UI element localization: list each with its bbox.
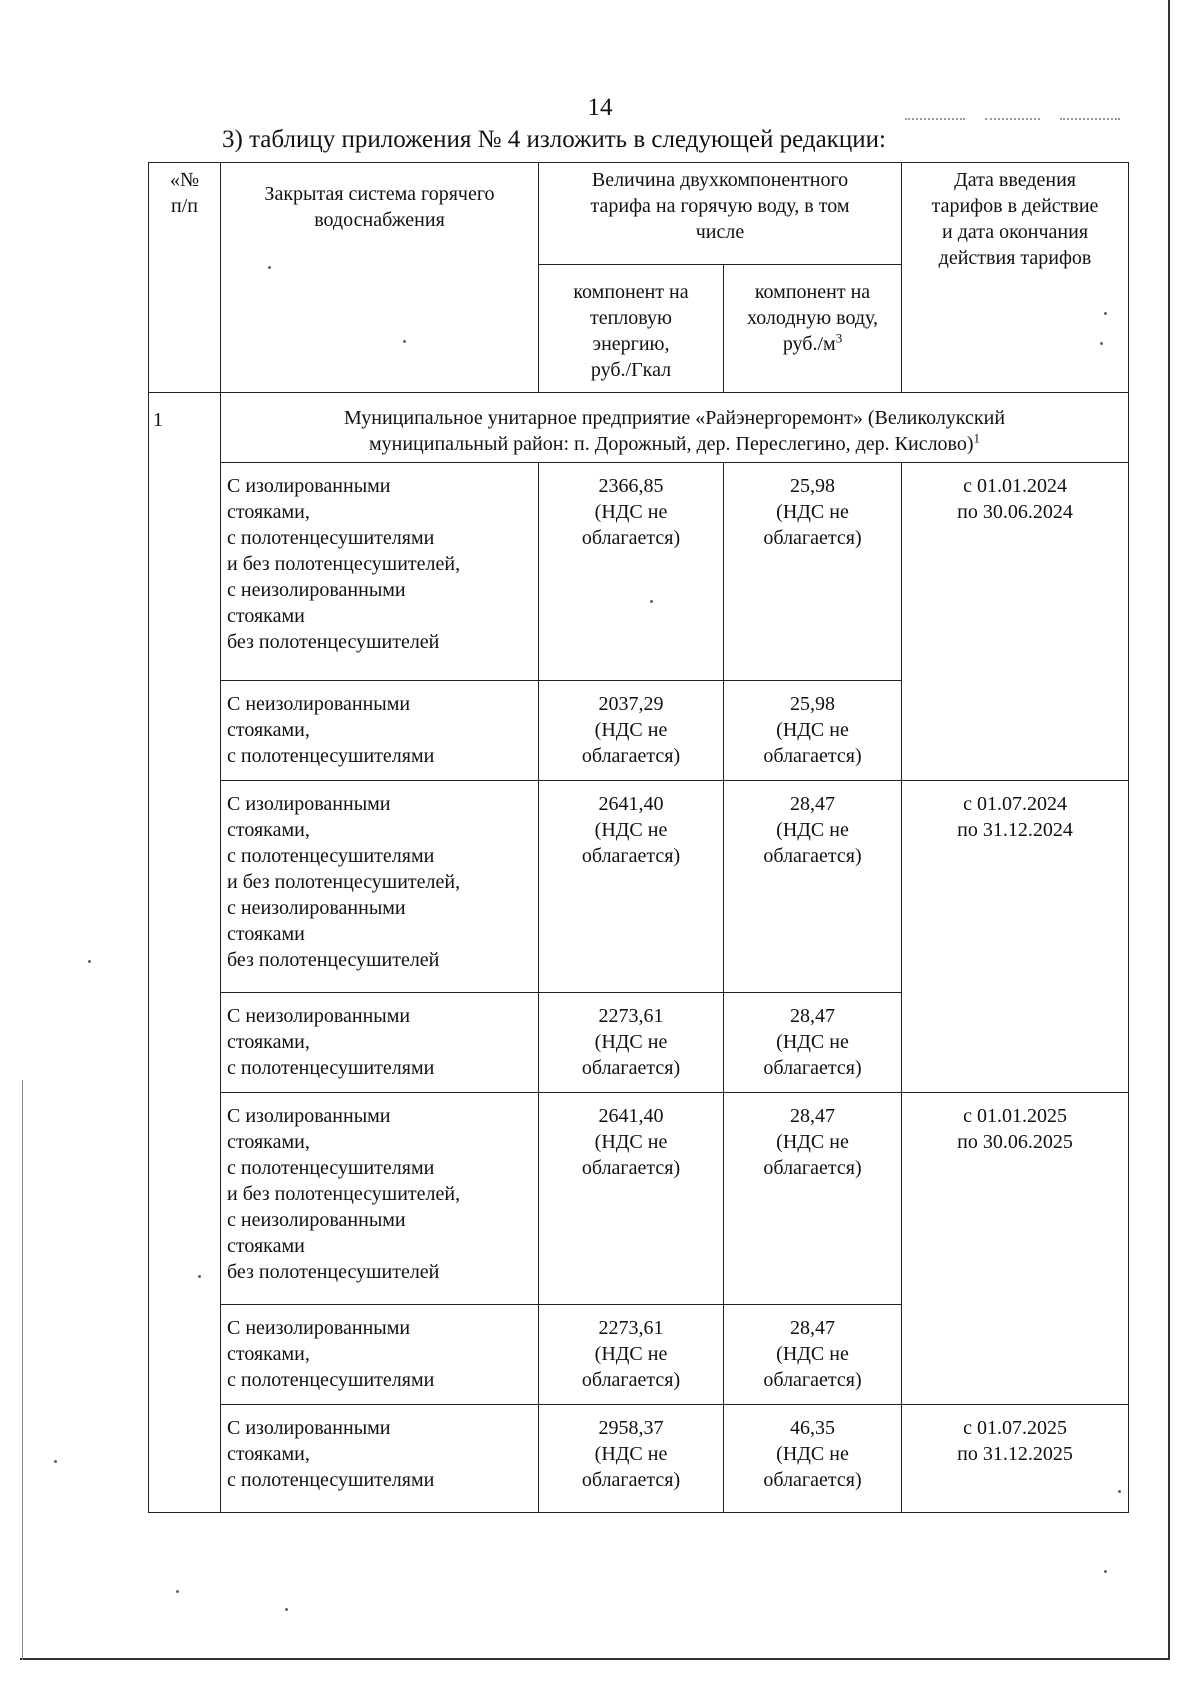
row-water-value: 46,35 (НДС не облагается) bbox=[724, 1405, 902, 1513]
scan-edge-bottom bbox=[20, 1658, 1170, 1660]
row-system-cell: С изолированными стояками, с полотенцесушителями и без полотенцесушителей, с неизолированными стояками без полотенцесушителей bbox=[221, 1093, 539, 1305]
row-system-cell: С неизолированными стояками, с полотенцесушителями bbox=[221, 681, 539, 781]
header-system: Закрытая система горячего водоснабжения bbox=[221, 163, 539, 393]
row-period-cell: с 01.07.2024 по 31.12.2024 bbox=[902, 781, 1129, 1093]
tariff-table bbox=[148, 162, 1129, 1513]
row-heat-value: 2037,29 (НДС не облагается) bbox=[539, 681, 724, 781]
scan-speck bbox=[1118, 1490, 1121, 1493]
header-tariff: Величина двухкомпонентного тарифа на горячую воду, в том числе bbox=[539, 163, 902, 265]
scan-speck bbox=[268, 266, 271, 269]
row-system-cell: С изолированными стояками, с полотенцесушителями bbox=[221, 1405, 539, 1513]
org-footnote-marker: 1 bbox=[973, 430, 981, 446]
scan-speck bbox=[650, 600, 653, 603]
table-row bbox=[149, 1405, 1129, 1513]
intro-paragraph: 3) таблицу приложения № 4 изложить в следующей редакции: bbox=[222, 126, 886, 153]
row-heat-value: 2366,85 (НДС не облагается) bbox=[539, 463, 724, 681]
org-name-text: Муниципальное унитарное предприятие «Райэнергоремонт» (Великолукский муниципальный район: п. Дорожный, дер. Переслегино, дер. Кислово) bbox=[343, 407, 1006, 455]
row-number: 1 bbox=[149, 393, 221, 1513]
scan-speck bbox=[54, 1460, 57, 1463]
scan-edge-right bbox=[1168, 0, 1170, 1660]
scan-speck bbox=[1104, 312, 1107, 315]
row-heat-value: 2641,40 (НДС не облагается) bbox=[539, 781, 724, 993]
row-system-cell: С неизолированными стояками, с полотенцесушителями bbox=[221, 1305, 539, 1405]
org-row bbox=[149, 393, 1129, 463]
table-row bbox=[149, 463, 1129, 681]
table-header-row bbox=[149, 163, 1129, 265]
row-heat-value: 2958,37 (НДС не облагается) bbox=[539, 1405, 724, 1513]
scan-speck bbox=[88, 960, 91, 963]
row-water-value: 25,98 (НДС не облагается) bbox=[724, 681, 902, 781]
header-water-component-text: компонент на холодную воду, руб./м bbox=[746, 281, 879, 355]
scan-speck bbox=[403, 340, 406, 343]
scan-speck bbox=[1104, 1570, 1107, 1573]
scan-speck bbox=[285, 1608, 288, 1611]
scan-speck bbox=[176, 1590, 179, 1593]
table-row bbox=[149, 781, 1129, 993]
row-period-cell: с 01.07.2025 по 31.12.2025 bbox=[902, 1405, 1129, 1513]
table-row bbox=[149, 1093, 1129, 1305]
row-heat-value: 2641,40 (НДС не облагается) bbox=[539, 1093, 724, 1305]
row-water-value: 28,47 (НДС не облагается) bbox=[724, 1093, 902, 1305]
page-number: 14 bbox=[587, 94, 613, 121]
header-number: «№ п/п bbox=[149, 163, 221, 393]
row-system-cell: С изолированными стояками, с полотенцесушителями и без полотенцесушителей, с неизолированными стояками без полотенцесушителей bbox=[221, 463, 539, 681]
header-heat-component: компонент на тепловую энергию, руб./Гкал bbox=[539, 265, 724, 393]
row-heat-value: 2273,61 (НДС не облагается) bbox=[539, 993, 724, 1093]
org-name bbox=[221, 393, 1129, 463]
row-system-cell: С неизолированными стояками, с полотенцесушителями bbox=[221, 993, 539, 1093]
row-water-value: 28,47 (НДС не облагается) bbox=[724, 781, 902, 993]
header-dates: Дата введения тарифов в действие и дата окончания действия тарифов bbox=[902, 163, 1129, 393]
row-heat-value: 2273,61 (НДС не облагается) bbox=[539, 1305, 724, 1405]
scan-speck bbox=[1100, 342, 1103, 345]
scan-edge-left bbox=[22, 1080, 23, 1660]
row-water-value: 28,47 (НДС не облагается) bbox=[724, 993, 902, 1093]
row-water-value: 25,98 (НДС не облагается) bbox=[724, 463, 902, 681]
row-water-value: 28,47 (НДС не облагается) bbox=[724, 1305, 902, 1405]
row-period-cell: с 01.01.2025 по 30.06.2025 bbox=[902, 1093, 1129, 1405]
header-water-component-sup: 3 bbox=[835, 330, 843, 346]
row-system-cell: С изолированными стояками, с полотенцесушителями и без полотенцесушителей, с неизолированными стояками без полотенцесушителей bbox=[221, 781, 539, 993]
scan-speck bbox=[198, 1275, 201, 1278]
header-water-component bbox=[724, 265, 902, 393]
row-period-cell: с 01.01.2024 по 30.06.2024 bbox=[902, 463, 1129, 781]
